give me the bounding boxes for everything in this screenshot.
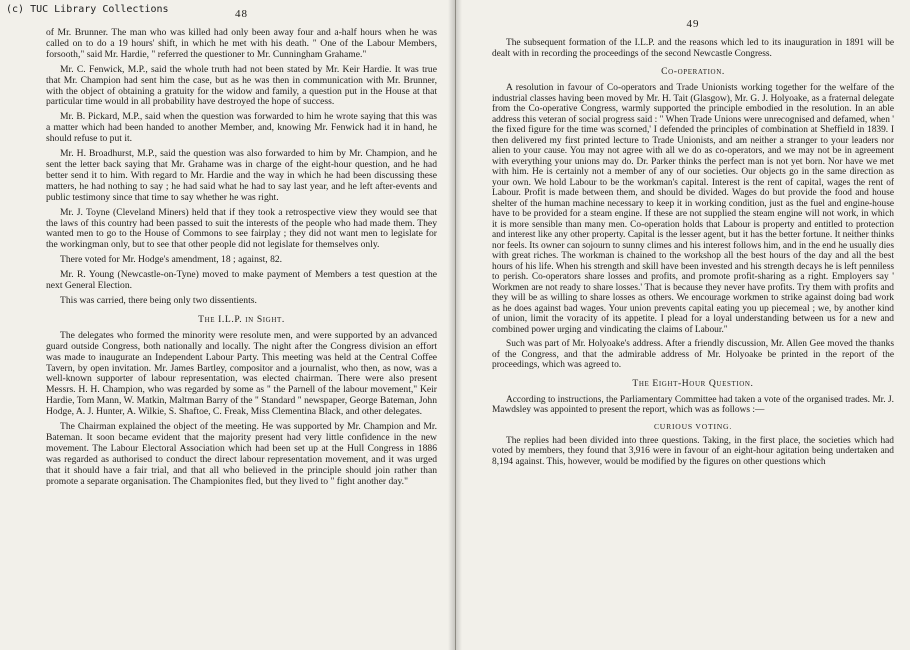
paragraph: The Chairman explained the object of the meeting. He was supported by Mr. Champion and Mr. Bateman. It soon became evident that the majority present had very little confidence in the new movement. The Labour Electoral Association which had been set up at the Hull Congress in 1886 was regarded as authorised to conduct the direct labour representation movement, and it was urged that it should have a fair trial, and that all who believed in the principle should join rather than promote a separate organisation. The Championites fled, but they lived to " fight another day." [46,421,437,487]
paragraph: Mr. B. Pickard, M.P., said when the question was forwarded to him he wrote saying that this was a matter which had been handed to another Member, and, knowing Mr. Fenwick had it in hand, he should refuse to put it. [46,111,437,145]
section-heading-eight-hour: The Eight-Hour Question. [632,377,754,389]
paragraph: Mr. C. Fenwick, M.P., said the whole truth had not been stated by Mr. Keir Hardie. It was true that Mr. Champion had sent him the case, but as he was then in communication with Mr. Brunner, with the object of obtaining a gratuity for the widow and family, a question put in the House at that particular time would in all probability have destroyed the hope of success. [46,63,437,108]
right-page [455,0,910,650]
paragraph: Mr. J. Toyne (Cleveland Miners) held that if they took a retrospective view they would see that the laws of this country had been passed to suit the interests of the people who had made them. They wanted men to go to the House of Commons to see fairplay ; they did not want men to legislate for the workingman only, but to see that other people did not legislate for themselves only. [46,206,437,251]
section-heading-cooperation: Co-operation. [661,66,725,77]
paragraph: The replies had been divided into three questions. Taking, in the first place, the societies which had voted by members, they found that 3,916 were in favour of an eight-hour agitation being undertaken and 8,194 against. This, however, would be modified by the figures on other questions which [492,435,894,467]
copyright-notice: (c) TUC Library Collections [6,4,169,15]
subheading-curious-voting: CURIOUS VOTING. [653,421,733,431]
paragraph: A resolution in favour of Co-operators and Trade Unionists working together for the welfare of the industrial classes having been moved by Mr. H. Tait (Glasgow), Mr. G. J. Holyoake, as a fraternal delegate from the Co-operative Congress, warmly supported the principle embodied in the resolution. In an able address this veteran of social progress said : " When Trade Unions were unrecognised and defamed, when ' the fixed figure for the time was scorned,' I defended the principles of combination at Sheffield in 1839. I then delivered my first printed lecture to Trade Unionists, and am neither a stranger to your leaders nor alien to your cause. You may not agree with all we do as co-operators, and we may not be in agreement with everything your unions may do. Dr. Parker thinks the perfect man is not yet born. Nor have we met with him. He is certainly not a member of any of our societies. Our objects go in the same direction as your own. We hold Labour to be the workman's capital. Interest is the rent of capital, wages the rent of Labour. Profit is made between them, and should be divided. Wages do but provide the food and house shelter of the human machine necessary to keep it in working condition, just as the fuel and engine-house have to be provided for a steam engine. If these are not supplied the steam engine will not work, in which it is more sensible than many men. Co-operation holds that Labour is property and entitled to protection and interest like any other property. Capital is the lesser agent, but it has the better fortune. It neither thinks nor feels. Its owner can sojourn to sunny climes and his interest follows him, and in the end he usually dies with great riches. The workman is chained to the workshop all the best hours of the day and all the best hours of his life. When his strength and skill have been invested and his strength decays he is left penniless to perish. Co-operators share losses and profits, and promote profit-sharing as a right. Employers say ' Workmen are not ready to share losses.' That is because they never have profits. Try them with profits and they will be as willing to share losses as others. We encourage workmen to strike against doing bad work as he does against bad wages. Your union prevents capital eating you up piecemeal ; we, by another kind of union, limit the voracity of its appetite. I plead for a loyal understanding between us for a new and combined power urging and vindicating the claims of Labour." [492,83,894,335]
paragraph: Mr. H. Broadhurst, M.P., said the question was also forwarded to him by Mr. Champion, and he sent the letter back saying that Mr. Grahame was in charge of the eight-hour question, and he had better send it to him. With regard to Mr. Hardie and the way in which he had been discussing these matters, he had nothing to say ; he had said what he had to say last year, and he left after-events and public testimony since that time to say whether he was right. [46,148,437,203]
paragraph: Mr. R. Young (Newcastle-on-Tyne) moved to make payment of Members a test question at the next General Election. [46,269,437,292]
paragraph: This was carried, there being only two dissentients. [60,294,257,306]
paragraph: There voted for Mr. Hodge's amendment, 18 ; against, 82. [60,254,283,266]
paragraph: Such was part of Mr. Holyoake's address. After a friendly discussion, Mr. Allen Gee moved the thanks of the Congress, and that the admirable address of Mr. Holyoake be printed in the report of the proceedings, which was agreed to. [492,339,894,370]
paragraph: of Mr. Brunner. The man who was killed had only been away four and a-half hours when he was called on to do a 19 hours' shift, in which he met with his death. " One of the Labour Members, forsooth," said Mr. Hardie, " referred the questioner to Mr. Cunningham Grahame." [46,27,437,60]
page-number-right: 49 [686,18,700,30]
paragraph: The subsequent formation of the I.L.P. and the reasons which led to its inauguration in 1891 will be dealt with in recording the proceedings of the second Newcastle Congress. [492,38,894,59]
paragraph: The delegates who formed the minority were resolute men, and were supported by an advanced guard outside Congress, both nationally and locally. The night after the Congress division an effort was made to inaugurate an Independent Labour Party. This meeting was held at the Central Coffee Tavern, by open invitation. Mr. James Bartley, compositor and a journalist, who then, as now, was a well-known supporter of labour representation, was elected chairman. There were also present Messrs. H. H. Champion, who was regarded by some as " the Parnell of the labour movement," Keir Hardie, Tom Mann, W. Matkin, Maltman Barry of the " Standard " newspaper, George Bateman, John Hodge, A. J. Hunter, A. Wilkie, S. Shaftoe, C. Freak, Miss Clementina Black, and other delegates. [46,329,437,418]
paragraph: According to instructions, the Parliamentary Committee had taken a vote of the organised trades. Mr. J. Mawdsley was appointed to present the report, which was as follows :— [492,394,894,415]
section-heading-ilp: The I.L.P. in Sight. [198,313,285,325]
page-number-left: 48 [235,8,248,20]
